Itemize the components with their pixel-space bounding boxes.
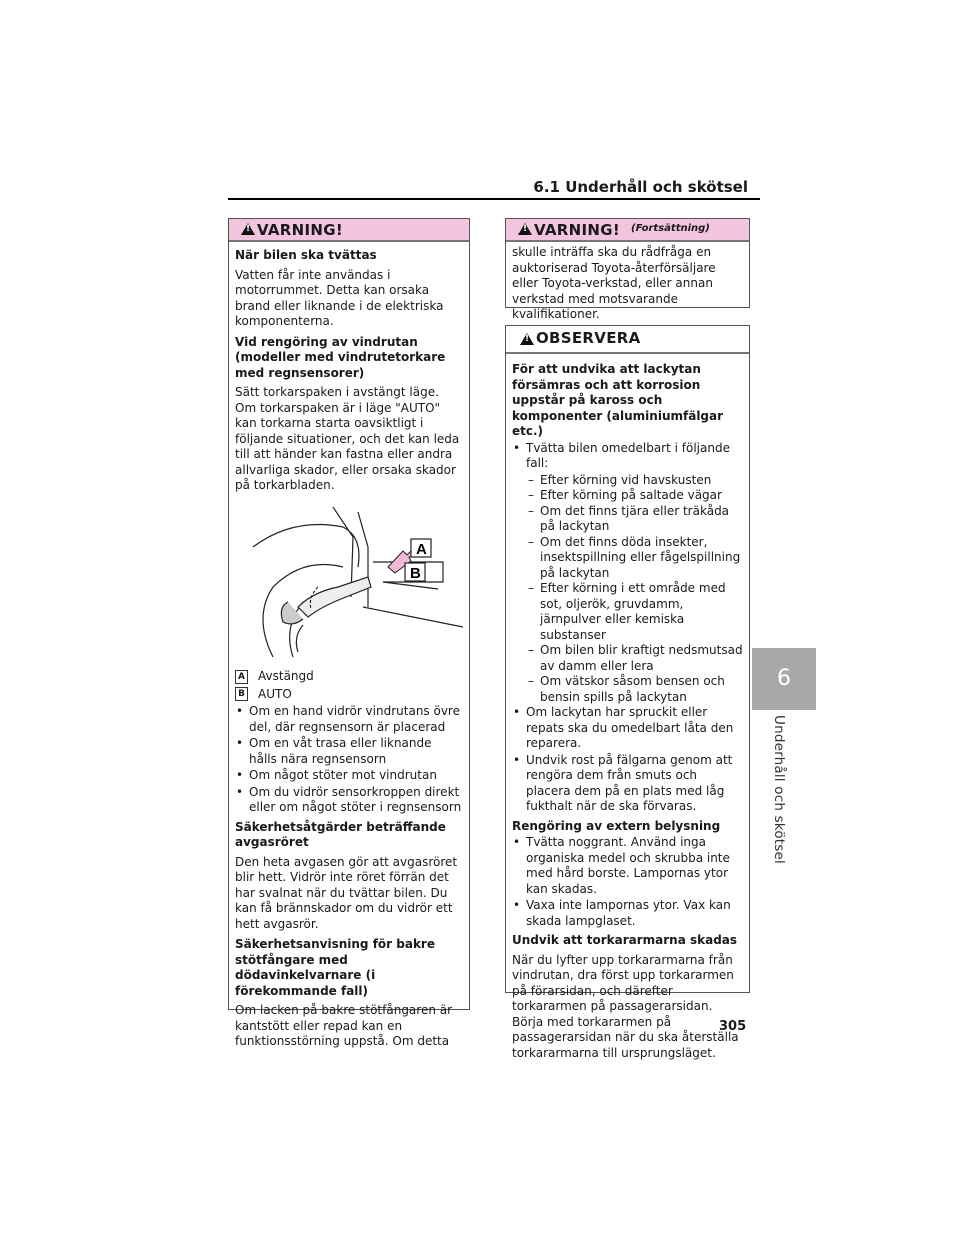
- callout-b-text: B: [410, 564, 421, 582]
- list-item: • Vaxa inte lampornas ytor. Vax kan skada lampglaset.: [512, 898, 743, 929]
- list-item: • Om en våt trasa eller liknande hålls nära regnsensorn: [235, 736, 463, 767]
- legend-text-b: AUTO: [258, 686, 292, 701]
- warning-icon: [518, 223, 532, 235]
- warning-header-continued: [506, 219, 749, 242]
- legend-letter-b: B: [235, 687, 248, 701]
- wiper-lever-illustration: [233, 507, 463, 657]
- notice-title: OBSERVERA: [536, 329, 641, 347]
- paragraph-exhaust: Den heta avgasen gör att avgasröret blir hett. Vidrör inte röret förrän det har svalnat när du tvättar bilen. Du kan få brännskador om du vidrör ett hett avgasrör.: [235, 854, 458, 931]
- paragraph-wiper-switch: Sätt torkarspaken i avstängt läge. Om torkarspaken är i läge "AUTO" kan torkarna starta oavsiktligt i följande situationer, och det kan leda till att händer kan fastna eller andra allvarliga skador, eller orsaka skador på torkarbladen.: [235, 385, 460, 492]
- chapter-label: Underhåll och skötsel: [771, 715, 787, 864]
- legend-item-b: [235, 687, 463, 703]
- paragraph-wiper-arms: När du lyfter upp torkararmarna från vindrutan, dra först upp torkararmen på förarsidan, och därefter torkararmen på passagerarsidan. Börja med torkararmen på passagerarsidan när du ska återställa torkararmarna till ursprungsläget.: [512, 952, 739, 1060]
- warning-icon: [241, 223, 255, 235]
- warning-title: VARNING!: [257, 221, 343, 239]
- warning-box-continued: [505, 218, 750, 321]
- warning-title: VARNING!: [534, 221, 620, 239]
- heading-wiper-arms: Undvik att torkararmarna skadas: [512, 933, 738, 947]
- chapter-tab[interactable]: 6: [752, 648, 816, 710]
- list-item: • Om något stöter mot vindrutan: [235, 768, 463, 784]
- sub-list-item: – Efter körning på saltade vägar: [512, 488, 743, 504]
- sub-list-item: – Om vätskor såsom bensen och bensin spills på lackytan: [512, 674, 743, 705]
- sub-list-item: – Om det finns tjära eller träkåda på lackytan: [512, 504, 743, 535]
- list-item: • Om du vidrör sensorkroppen direkt eller om något stöter i regnsensorn: [235, 785, 463, 816]
- heading-lights: Rengöring av extern belysning: [512, 818, 721, 833]
- legend-letter-a: A: [235, 670, 248, 684]
- heading-windshield: Vid rengöring av vindrutan (modeller med vindrutetorkare med regnsensorer): [235, 334, 446, 380]
- sub-list-item: – Efter körning i ett område med sot, oljerök, gruvdamm, järnpulver eller kemiska substanser: [512, 581, 743, 643]
- heading-exhaust: Säkerhetsåtgärder beträffande avgasröret: [235, 819, 446, 849]
- list-item: • Undvik rost på fälgarna genom att rengöra dem från smuts och placera dem på en plats med låg fukthalt när de ska förvaras.: [512, 753, 743, 815]
- sub-list-item: – Efter körning vid havskusten: [512, 473, 743, 489]
- heading-bumper: Säkerhetsanvisning för bakre stötfångare med dödavinkelvarnare (i förekommande fall): [235, 937, 435, 998]
- list-item: • Tvätta noggrant. Använd inga organiska medel och skrubba inte med hård borste. Lampornas ytor kan skadas.: [512, 835, 743, 897]
- warning-icon: [520, 333, 534, 345]
- callout-a-text: A: [416, 540, 427, 558]
- heading-car-wash: När bilen ska tvättas: [235, 248, 377, 262]
- legend-text-a: Avstängd: [258, 669, 314, 683]
- heading-paint-protection: För att undvika att lackytan försämras och att korrosion uppstår på kaross och komponenter (aluminiumfälgar etc.): [512, 362, 724, 438]
- warning-header: [229, 219, 469, 242]
- section-title: 6.1 Underhåll och skötsel: [533, 178, 748, 196]
- paragraph-bumper: Om lacken på bakre stötfångaren är kantstött eller repad kan en funktionsstörning uppstå. Om detta: [235, 1003, 453, 1048]
- sub-list-item: – Om det finns döda insekter, insektspillning eller fågelspillning på lackytan: [512, 535, 743, 582]
- warning-box: [228, 218, 470, 1048]
- sub-list-item: – Om bilen blir kraftigt nedsmutsad av damm eller lera: [512, 643, 743, 674]
- warning-subtitle: (Fortsättning): [631, 223, 710, 234]
- header-rule: [228, 198, 760, 200]
- paragraph-engine-water: Vatten får inte användas i motorrummet. Detta kan orsaka brand eller liknande i de elektriska komponenterna.: [235, 267, 444, 328]
- legend-item-a: [235, 669, 463, 685]
- paragraph-dealer: skulle inträffa ska du rådfråga en auktoriserad Toyota-återförsäljare eller Toyota-verkstad, eller annan verkstad med motsvarande kvalifikationer.: [512, 245, 716, 321]
- list-item: • Om en hand vidrör vindrutans övre del, där regnsensorn är placerad: [235, 704, 463, 735]
- list-item: • Om lackytan har spruckit eller repats ska du omedelbart låta den reparera.: [512, 705, 743, 752]
- notice-header: [506, 326, 749, 354]
- page-number: 305: [719, 1019, 747, 1034]
- list-item: • Tvätta bilen omedelbart i följande fall:: [512, 441, 743, 472]
